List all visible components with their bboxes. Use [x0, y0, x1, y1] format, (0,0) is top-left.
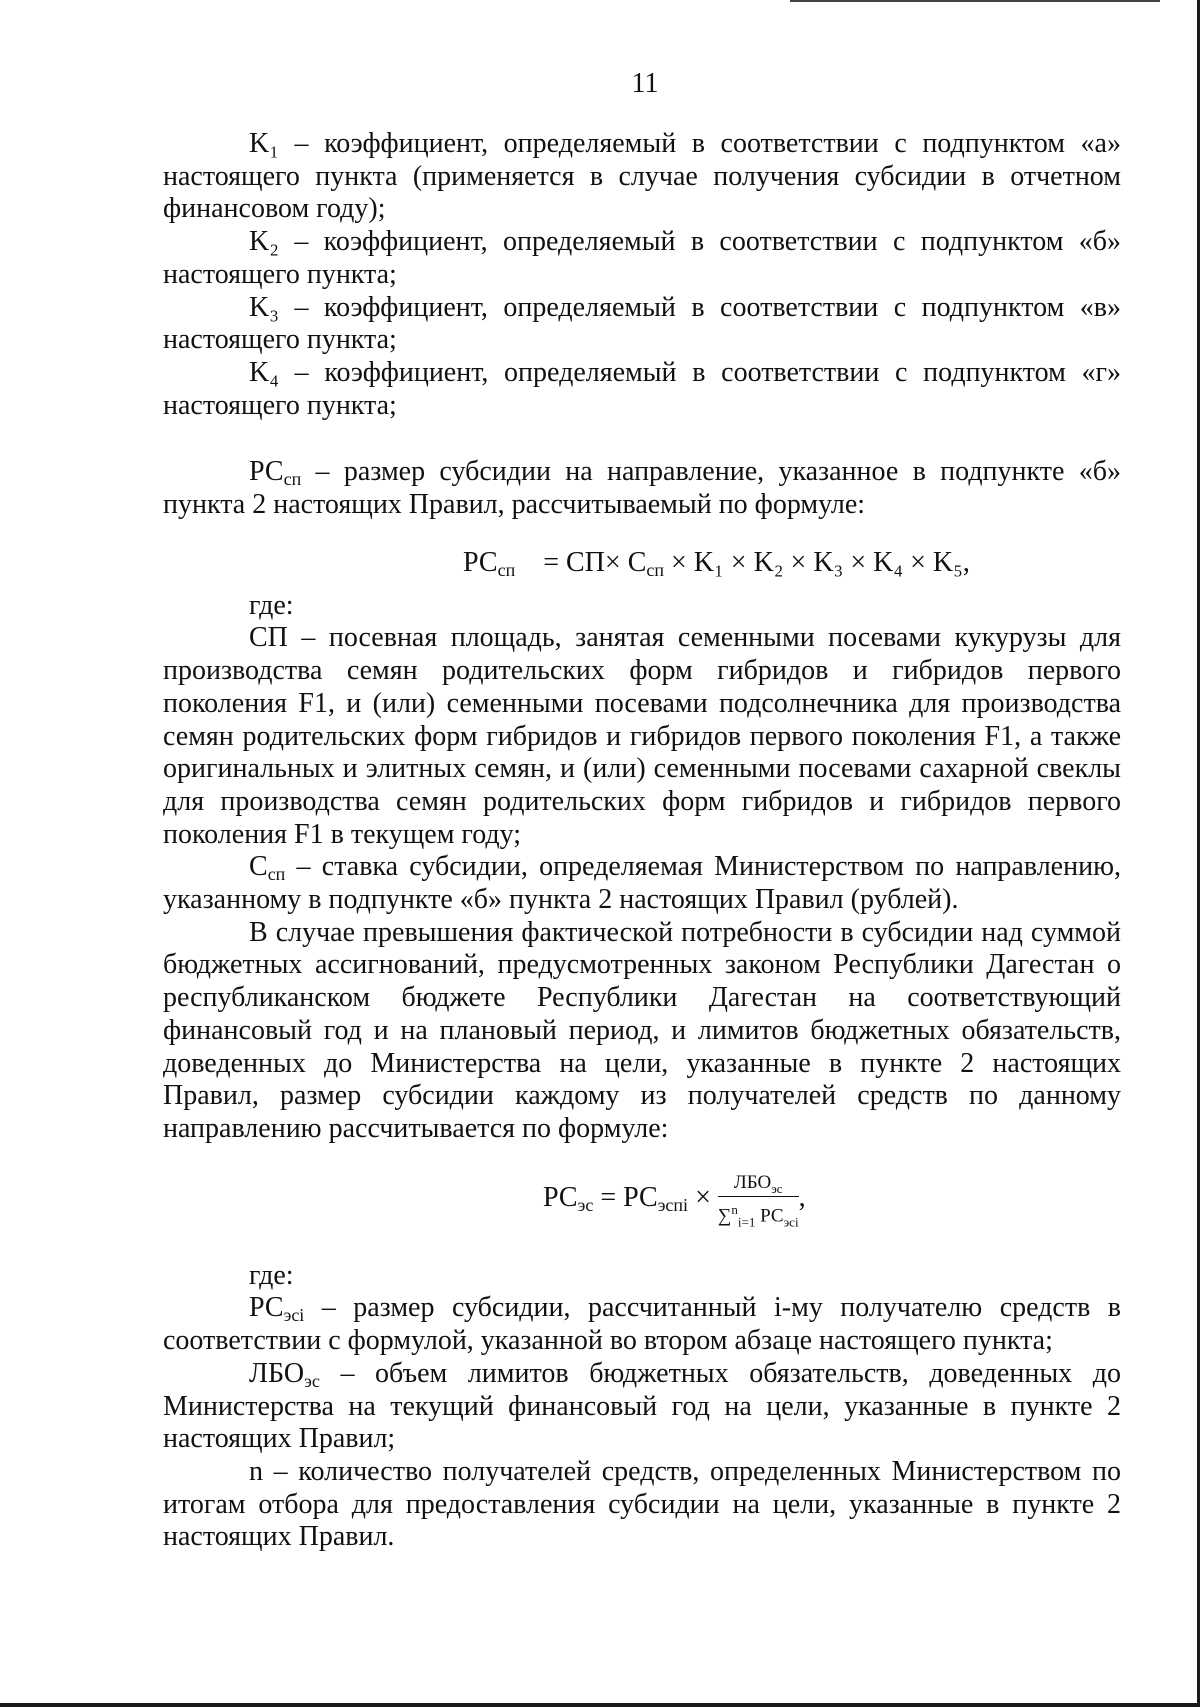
formula2-fraction	[717, 1171, 799, 1230]
formula1-rc: РС	[463, 546, 498, 578]
numerator-lbo: ЛБО	[733, 1171, 772, 1193]
paragraph-c-sp	[163, 851, 1121, 916]
numerator-sub-es: эс	[771, 1180, 783, 1196]
spacer	[163, 422, 1121, 456]
symbol-rc: РС	[249, 456, 284, 488]
paragraph-k3: K₃ – коэффициент, определяемый в соответствии с подпунктом «в» настоящего пункта;	[163, 291, 1121, 356]
paragraph-rc-esci	[163, 1292, 1121, 1357]
page-number: 11	[631, 68, 659, 99]
paragraph-rc-sp-text: размер субсидии на направление, указанное в подпункте «б» пункта 2 настоящих Правил, рассчитываемый по формуле:	[163, 456, 1121, 521]
paragraph-k1: K₁ – коэффициент, определяемый в соответствии с подпунктом «а» настоящего пункта (применяется в случае получения субсидии в отчетном финансовом году);	[163, 128, 1121, 225]
sum-lower-limit: i=1	[737, 1214, 756, 1230]
formula2-content	[543, 1171, 806, 1230]
paragraph-sp: СП – посевная площадь, занятая семенными посевами кукурузы для производства семян родительских форм гибридов и гибридов первого поколения F1, и (или) семенными посевами подсолнечника для производства семян родительских форм гибридов и гибридов первого поколения F1, а также оригинальных и элитных семян, и (или) семенными посевами сахарной свеклы для производства семян родительских форм гибридов и гибридов первого поколения F1 в текущем году;	[163, 622, 1121, 850]
fraction-denominator	[717, 1197, 799, 1230]
scan-edge-bottom	[0, 1703, 1200, 1707]
formula2-rc: РС	[543, 1181, 578, 1213]
symbol-c: С	[249, 851, 268, 883]
symbol-lbo: ЛБО	[249, 1357, 305, 1389]
formula2-eq: = РС	[593, 1181, 658, 1213]
document-body	[163, 128, 1121, 1554]
subscript-c-sp: сп	[267, 864, 286, 885]
subscript-es: эс	[304, 1370, 320, 1391]
formula2-tail: ,	[798, 1181, 806, 1213]
paragraph-n: n – количество получателей средств, определенных Министерством по итогам отбора для предоставления субсидии на цели, указанные в пункте 2 настоящих Правил.	[163, 1455, 1121, 1553]
subscript-esi: эсi	[283, 1305, 305, 1326]
paragraph-rc-esci-text: размер субсидии, рассчитанный i-му получателю средств в соответствии с формулой, указанной во втором абзаце настоящего пункта;	[163, 1292, 1121, 1357]
paragraph-k4: K₄ – коэффициент, определяемый в соответствии с подпунктом «г» настоящего пункта;	[163, 356, 1121, 421]
subscript-sp: сп	[283, 469, 302, 490]
paragraph-excess: В случае превышения фактической потребности в субсидии над суммой бюджетных ассигнований, предусмотренных законом Республики Дагестан о республиканском бюджете Республики Дагестан на соответствующий финансовый год и на плановый период, и лимитов бюджетных обязательств, доведенных до Министерства на цели, указанные в пункте 2 настоящих Правил, размер субсидии каждому из получателей средств по данному направлению рассчитывается по формуле:	[163, 916, 1121, 1144]
paragraph-rc-sp	[163, 456, 1121, 521]
dash: –	[285, 851, 322, 883]
sum-upper-limit: n	[731, 1201, 738, 1217]
paragraph-lbo	[163, 1358, 1121, 1456]
where-label-2: где:	[249, 1259, 294, 1291]
paragraph-k2: K₂ – коэффициент, определяемый в соответствии с подпунктом «б» настоящего пункта;	[163, 226, 1121, 290]
symbol-rc: РС	[249, 1292, 284, 1324]
formula1-sub-sp: сп	[497, 559, 516, 580]
formula2-times: ×	[688, 1181, 718, 1213]
sum-sign: ∑	[717, 1205, 732, 1227]
formula2-sub-es: эс	[577, 1194, 594, 1215]
formula-rc-es	[163, 1160, 1121, 1260]
formula2-sub-espi: эспi	[657, 1194, 689, 1215]
formula-rc-sp	[163, 536, 1121, 590]
formula1-rhs: = СП× С	[543, 546, 647, 578]
paragraph-c-sp-text: ставка субсидии, определяемая Министерством по направлению, указанному в подпункте «б» пункта 2 настоящих Правил (рублей).	[163, 851, 1121, 916]
scan-edge-top	[790, 0, 1160, 2]
dash: –	[301, 456, 344, 488]
dash: –	[304, 1292, 354, 1324]
formula1-tail: × K₁ × K₂ × K₃ × K₄ × K₅,	[664, 546, 970, 578]
fraction-numerator	[718, 1172, 799, 1197]
denominator-sub-esi: эсi	[783, 1214, 799, 1230]
where-label-1: где:	[249, 589, 294, 621]
formula1-sub-c: сп	[646, 559, 664, 580]
paragraph-lbo-text: объем лимитов бюджетных обязательств, доведенных до Министерства на текущий финансовый год на цели, указанные в пункте 2 настоящих Правил;	[163, 1357, 1121, 1455]
denominator-rc: РС	[760, 1205, 784, 1227]
dash: –	[319, 1357, 376, 1389]
